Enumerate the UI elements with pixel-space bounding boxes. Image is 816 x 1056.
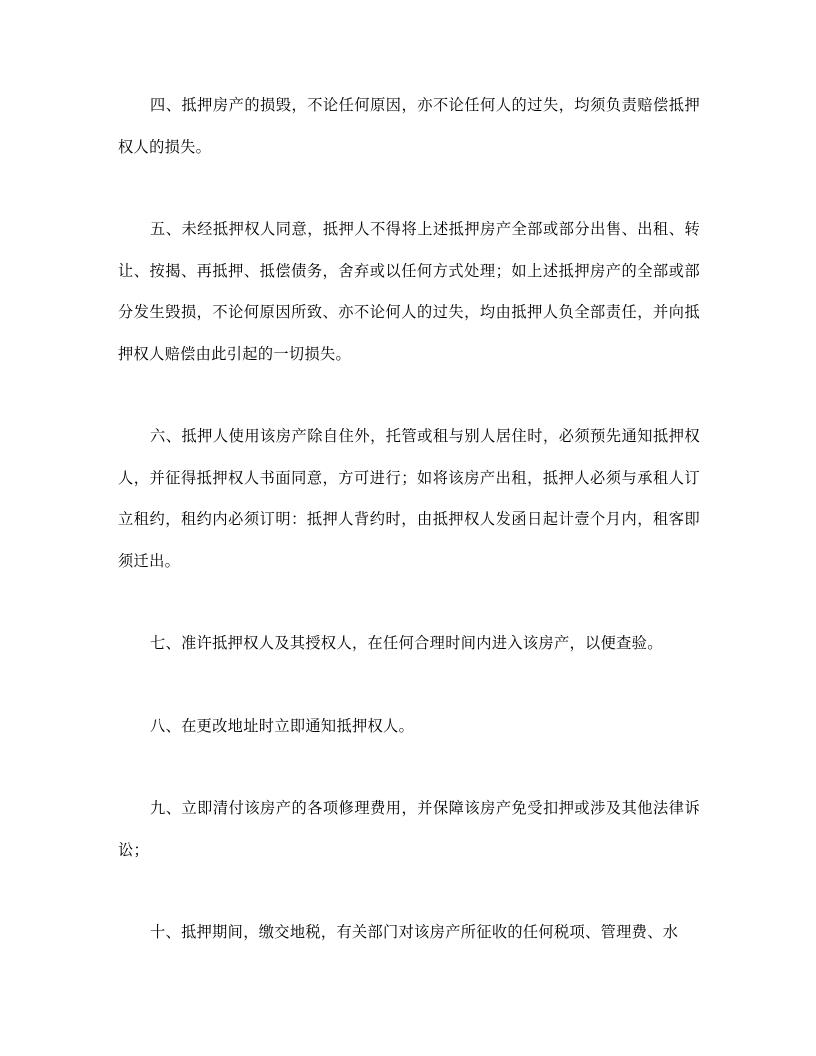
clause-9-paragraph: 九、立即清付该房产的各项修理费用，并保障该房产免受扣押或涉及其他法律诉讼；: [118, 799, 700, 859]
clause-8-paragraph: 八、在更改地址时立即通知抵押权人。: [150, 717, 415, 735]
clause-6-paragraph: 六、抵押人使用该房产除自住外，托管或租与别人居住时，必须预先通知抵押权人，并征得抵押权人书面同意，方可进行；如将该房产出租，抵押人必须与承租人订立租约，租约内必须订明：抵押人背约时，由抵押权人发函日起计壹个月内，租客即须迁出。: [118, 427, 700, 570]
clause-10-paragraph: 十、抵押期间，缴交地税，有关部门对该房产所征收的任何税项、管理费、水: [150, 923, 679, 941]
clause-5-paragraph: 五、未经抵押权人同意，抵押人不得将上述抵押房产全部或部分出售、出租、转让、按揭、再抵押、抵偿债务，舍弃或以任何方式处理；如上述抵押房产的全部或部分发生毁损，不论何原因所致、亦不论何人的过失，均由抵押人负全部责任，并向抵押权人赔偿由此引起的一切损失。: [118, 220, 700, 363]
clause-4-paragraph: 四、抵押房产的损毁，不论任何原因，亦不论任何人的过失，均须负责赔偿抵押权人的损失。: [118, 96, 700, 156]
clause-7-paragraph: 七、准许抵押权人及其授权人，在任何合理时间内进入该房产，以便查验。: [150, 634, 663, 652]
